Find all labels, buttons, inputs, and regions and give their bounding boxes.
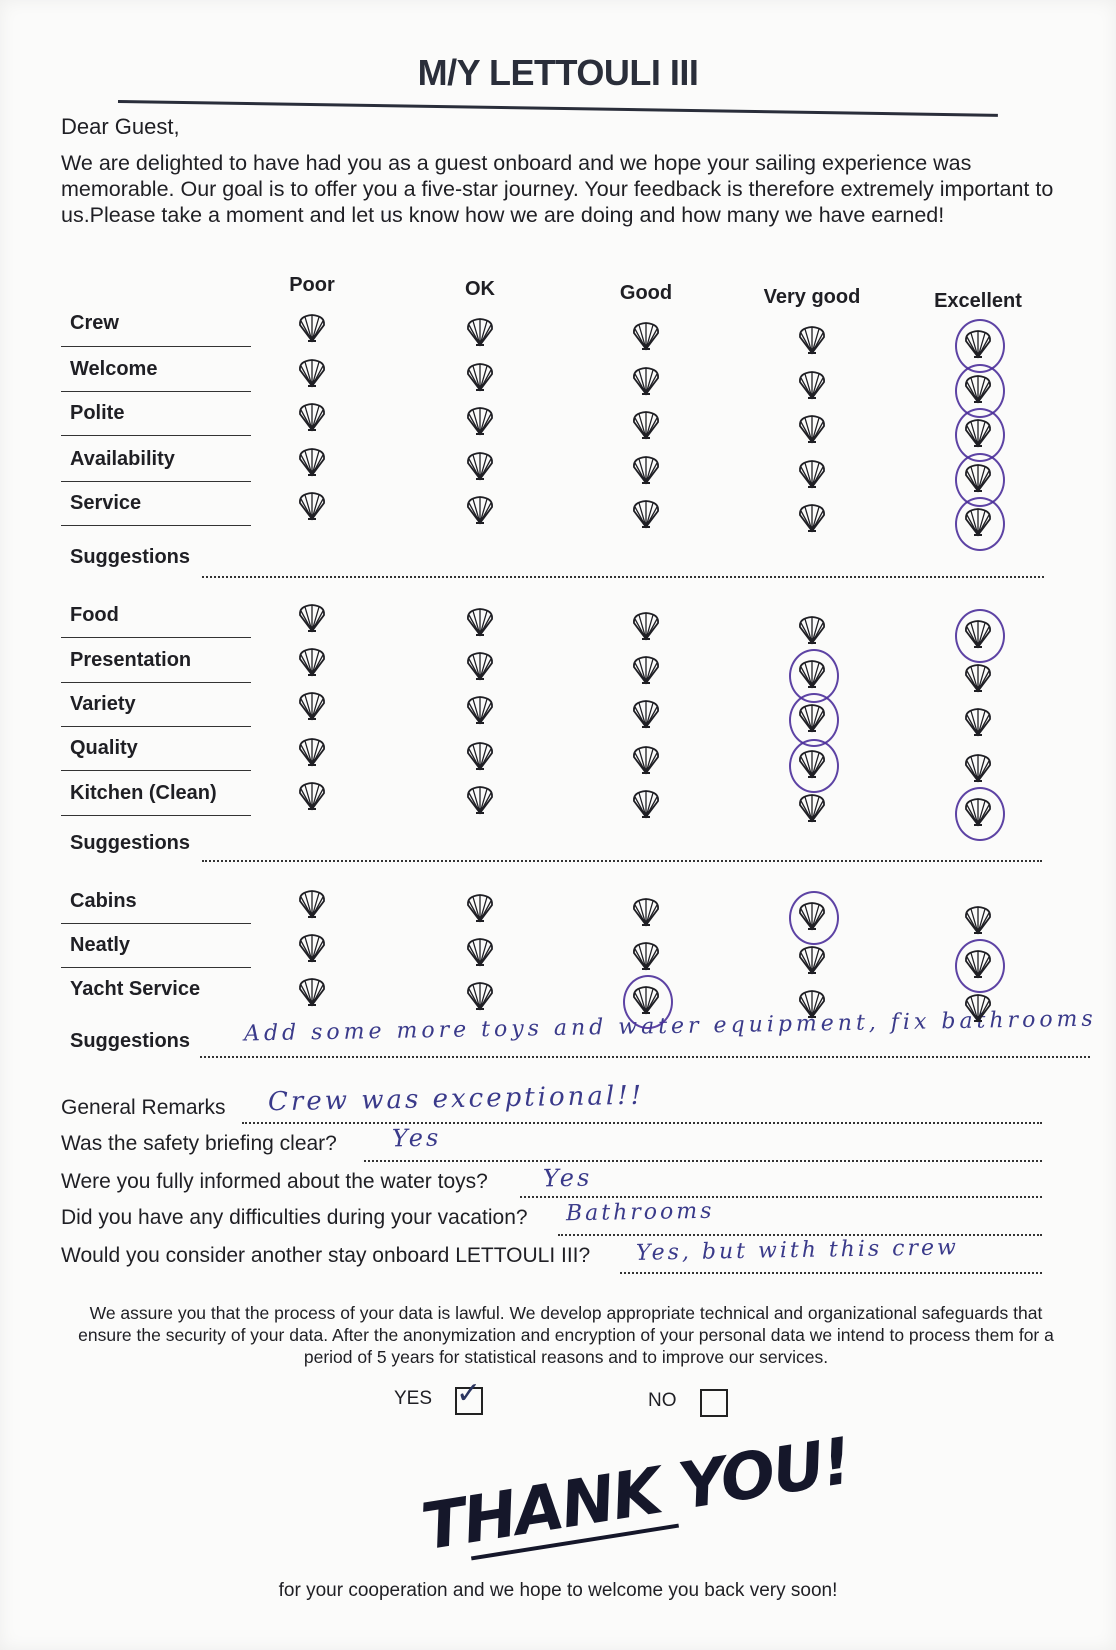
shell-icon[interactable] (295, 356, 329, 390)
row-label-food: Food (70, 604, 119, 626)
shell-icon[interactable] (795, 613, 829, 647)
row-underline (61, 346, 251, 347)
shell-icon[interactable] (795, 412, 829, 446)
column-good: Good (619, 282, 673, 304)
suggestions-label: Suggestions (70, 546, 191, 568)
answer-water-toys: Yes (542, 1163, 593, 1193)
answer-field[interactable] (558, 1234, 1042, 1236)
row-underline (61, 682, 251, 683)
consent-no-label: NO (648, 1390, 677, 1411)
selected-rating-circle (789, 739, 839, 793)
row-underline (61, 770, 251, 771)
footer-note: for your cooperation and we hope to welcome you back very soon! (278, 1580, 838, 1601)
selected-rating-circle (955, 787, 1005, 841)
shell-icon[interactable] (295, 931, 329, 965)
shell-icon[interactable] (629, 939, 663, 973)
consent-yes-label: YES (394, 1388, 433, 1409)
answer-field[interactable] (520, 1196, 1042, 1198)
shell-icon[interactable] (629, 408, 663, 442)
answer-field[interactable] (242, 1122, 1042, 1124)
shell-icon[interactable] (961, 903, 995, 937)
row-label-service: Service (70, 492, 142, 514)
shell-icon[interactable] (463, 693, 497, 727)
row-underline (61, 525, 251, 526)
suggestions-answer: Add some more toys and water equipment, fix bathrooms (243, 1006, 1097, 1047)
row-underline (61, 391, 251, 392)
shell-icon[interactable] (795, 501, 829, 535)
thank-you-heading: THANK YOU! (416, 1424, 855, 1566)
question-safety-briefing: Was the safety briefing clear? (61, 1132, 337, 1155)
shell-icon[interactable] (795, 791, 829, 825)
shell-icon[interactable] (629, 743, 663, 777)
shell-icon[interactable] (629, 697, 663, 731)
suggestions-field[interactable] (200, 1056, 1090, 1058)
row-label-neatly: Neatly (70, 934, 131, 956)
shell-icon[interactable] (295, 400, 329, 434)
shell-icon[interactable] (463, 360, 497, 394)
question-difficulties: Did you have any difficulties during your vacation? (61, 1206, 528, 1229)
selected-rating-circle (955, 497, 1005, 551)
answer-difficulties: Bathrooms (565, 1198, 715, 1227)
question-water-toys: Were you fully informed about the water toys? (61, 1170, 488, 1193)
answer-another-stay: Yes, but with this crew (635, 1235, 960, 1266)
shell-icon[interactable] (295, 975, 329, 1009)
answer-general-remarks: Crew was exceptional!! (267, 1080, 645, 1118)
intro-paragraph: We are delighted to have had you as a guest onboard and we hope your sailing experience was memorable. Our goal is to offer you a five-star journey. Your feedback is therefore extremely important to us.Please take a moment and let us know how we are doing and how many we have earned! (61, 151, 1054, 227)
column-excellent: Excellent (934, 290, 1022, 312)
row-label-availability: Availability (70, 448, 175, 470)
shell-icon[interactable] (295, 601, 329, 635)
column-poor: Poor (289, 274, 335, 296)
shell-icon[interactable] (629, 895, 663, 929)
shell-icon[interactable] (463, 739, 497, 773)
shell-icon[interactable] (463, 783, 497, 817)
suggestions-label: Suggestions (70, 832, 191, 854)
shell-icon[interactable] (961, 661, 995, 695)
row-underline (61, 967, 251, 968)
shell-icon[interactable] (795, 943, 829, 977)
question-another-stay: Would you consider another stay onboard LETTOULI III? (61, 1244, 591, 1267)
column-ok: OK (465, 278, 495, 300)
shell-icon[interactable] (295, 887, 329, 921)
shell-icon[interactable] (629, 609, 663, 643)
shell-icon[interactable] (463, 935, 497, 969)
selected-rating-circle (955, 939, 1005, 993)
shell-icon[interactable] (961, 705, 995, 739)
suggestions-field[interactable] (202, 576, 1044, 578)
row-underline (61, 815, 251, 816)
shell-icon[interactable] (463, 979, 497, 1013)
shell-icon[interactable] (795, 457, 829, 491)
shell-icon[interactable] (295, 779, 329, 813)
row-underline (61, 637, 251, 638)
answer-field[interactable] (364, 1160, 1042, 1162)
shell-icon[interactable] (295, 445, 329, 479)
shell-icon[interactable] (295, 645, 329, 679)
shell-icon[interactable] (629, 453, 663, 487)
shell-icon[interactable] (463, 315, 497, 349)
shell-icon[interactable] (295, 735, 329, 769)
row-label-crew: Crew (70, 312, 119, 334)
row-underline (61, 435, 251, 436)
answer-safety-briefing: Yes (391, 1123, 442, 1153)
shell-icon[interactable] (463, 493, 497, 527)
row-label-variety: Variety (70, 693, 136, 715)
shell-icon[interactable] (961, 991, 995, 1025)
greeting: Dear Guest, (61, 114, 180, 139)
row-underline (61, 481, 251, 482)
row-label-quality: Quality (70, 737, 138, 759)
row-underline (61, 923, 251, 924)
row-label-yacht-service: Yacht Service (70, 978, 201, 1000)
consent-no-checkbox[interactable] (700, 1389, 728, 1417)
row-label-polite: Polite (70, 402, 125, 424)
suggestions-field[interactable] (202, 860, 1042, 862)
shell-icon[interactable] (463, 404, 497, 438)
shell-icon[interactable] (295, 489, 329, 523)
shell-icon[interactable] (463, 449, 497, 483)
shell-icon[interactable] (629, 787, 663, 821)
shell-icon[interactable] (629, 653, 663, 687)
row-label-presentation: Presentation (70, 649, 192, 671)
selected-rating-circle (789, 891, 839, 945)
shell-icon[interactable] (463, 605, 497, 639)
selected-rating-circle (955, 609, 1005, 663)
question-general-remarks: General Remarks (61, 1096, 226, 1119)
answer-field[interactable] (620, 1272, 1042, 1274)
row-label-kitchen: Kitchen (Clean) (70, 782, 217, 804)
shell-icon[interactable] (629, 497, 663, 531)
title-divider (118, 100, 998, 117)
shell-icon[interactable] (961, 751, 995, 785)
row-label-cabins: Cabins (70, 890, 137, 912)
checkmark-icon: ✓ (456, 1376, 482, 1411)
row-label-welcome: Welcome (70, 358, 158, 380)
shell-icon[interactable] (295, 689, 329, 723)
shell-icon[interactable] (795, 987, 829, 1021)
selected-rating-circle (623, 975, 673, 1029)
shell-icon[interactable] (795, 323, 829, 357)
row-underline (61, 726, 251, 727)
suggestions-label: Suggestions (70, 1030, 191, 1052)
privacy-notice: We assure you that the process of your data is lawful. We develop appropriate technical and organizational safeguards that ensure the security of your data. After the anonymization and encryption of your personal data we intend to process them for a period of 5 years for statistical reasons and to improve our services. (78, 1303, 1054, 1367)
shell-icon[interactable] (295, 311, 329, 345)
shell-icon[interactable] (629, 319, 663, 353)
shell-icon[interactable] (463, 649, 497, 683)
shell-icon[interactable] (795, 368, 829, 402)
shell-icon[interactable] (629, 364, 663, 398)
column-very-good: Very good (763, 286, 861, 308)
shell-icon[interactable] (463, 891, 497, 925)
form-title: M/Y LETTOULI III (417, 52, 699, 93)
